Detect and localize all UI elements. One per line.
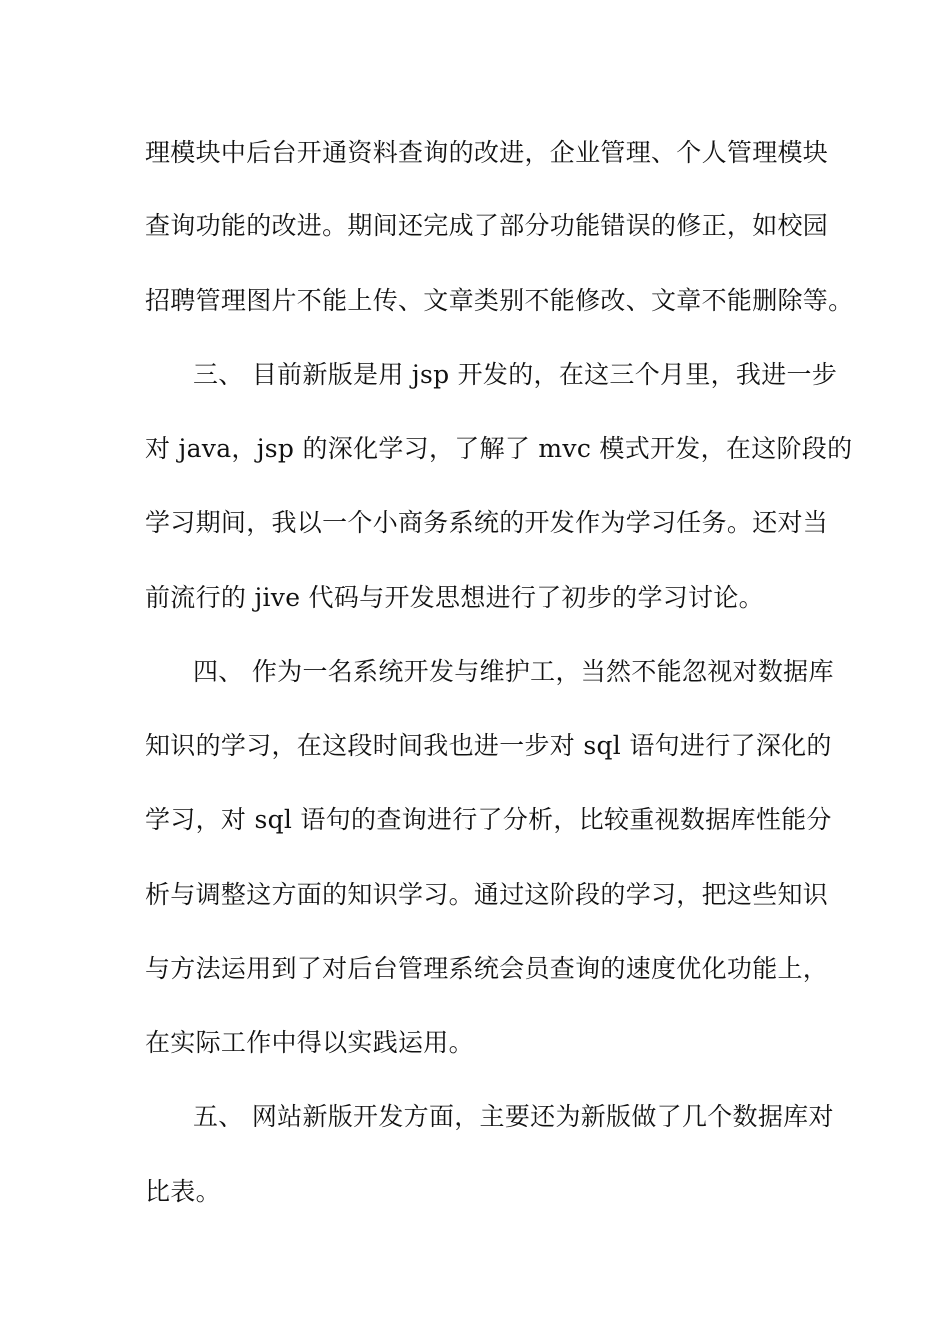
text-line: 析与调整这方面的知识学习。通过这阶段的学习，把这些知识 [145, 880, 829, 909]
text-line: 理模块中后台开通资料查询的改进，企业管理、个人管理模块 [145, 138, 829, 167]
text-line: 比表。 [145, 1177, 221, 1206]
text-line: 学习期间，我以一个小商务系统的开发作为学习任务。还对当 [145, 508, 829, 537]
section-5-heading-line: 五、 网站新版开发方面，主要还为新版做了几个数据库对 [193, 1102, 834, 1131]
text-line: 招聘管理图片不能上传、文章类别不能修改、文章不能删除等。 [145, 286, 854, 315]
text-line: 对 java，jsp 的深化学习，了解了 mvc 模式开发，在这阶段的 [145, 434, 853, 463]
section-3-heading-line: 三、 目前新版是用 jsp 开发的，在这三个月里，我进一步 [193, 360, 838, 389]
text-line: 查询功能的改进。期间还完成了部分功能错误的修正，如校园 [145, 211, 829, 240]
text-line: 前流行的 jive 代码与开发思想进行了初步的学习讨论。 [145, 583, 764, 612]
text-line: 知识的学习，在这段时间我也进一步对 sql 语句进行了深化的 [145, 731, 832, 760]
text-line: 学习，对 sql 语句的查询进行了分析，比较重视数据库性能分 [145, 805, 832, 834]
text-line: 与方法运用到了对后台管理系统会员查询的速度优化功能上， [145, 954, 829, 983]
text-line: 在实际工作中得以实践运用。 [145, 1028, 474, 1057]
section-4-heading-line: 四、 作为一名系统开发与维护工，当然不能忽视对数据库 [193, 657, 834, 686]
